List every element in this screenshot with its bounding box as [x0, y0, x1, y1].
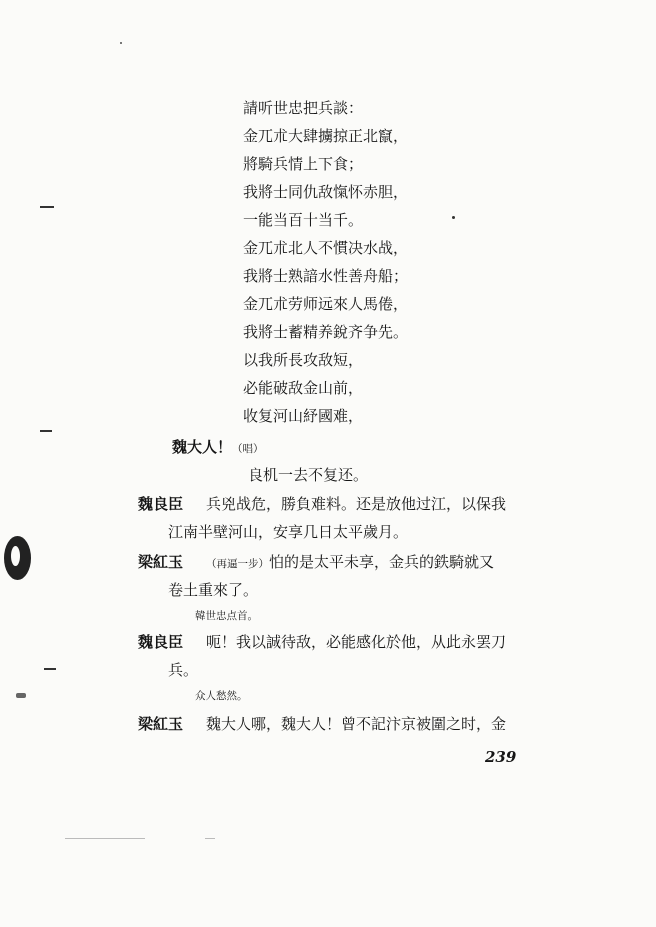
- verse-line: 將騎兵情上下食；: [243, 155, 364, 173]
- verse-line: 我將士同仇敌愾怀赤胆，: [243, 183, 409, 201]
- dialogue-line: 卷土重來了。: [168, 581, 259, 599]
- stage-note: （再逼一步）: [206, 558, 269, 570]
- scan-line: [205, 838, 215, 839]
- scan-mark: [40, 430, 52, 432]
- speaker-name: 魏良臣: [138, 633, 184, 651]
- verse-line: 一能当百十当千。: [243, 211, 364, 229]
- page-number: 239: [485, 748, 517, 766]
- scan-mark: [44, 668, 56, 670]
- scan-dot: [452, 216, 455, 219]
- verse-line: 我將士熟諳水性善舟船；: [243, 267, 409, 285]
- stage-direction: 众人愁然。: [195, 690, 248, 702]
- stage-direction: 韓世忠点首。: [195, 610, 258, 622]
- verse-line: 我將士蓄精养銳齐争先。: [243, 323, 409, 341]
- scan-mark: [16, 693, 26, 698]
- dialogue-line: 魏大人哪，魏大人！曾不記汴京被圍之时，金: [206, 715, 507, 733]
- verse-line: 金兀朮北人不慣决水战，: [243, 239, 409, 257]
- verse-line: 以我所長攻敌短，: [243, 351, 364, 369]
- dialogue-line: 兵。: [168, 661, 199, 679]
- dialogue-line: 兵兇战危，勝負难料。还是放他过江，以保我: [206, 495, 507, 513]
- speaker-name: 梁紅玉: [138, 553, 184, 571]
- verse-line: 金兀朮劳师远來人馬倦，: [243, 295, 409, 313]
- scan-mark: [40, 206, 54, 208]
- dialogue-line: （再逼一步）怕的是太平未享，金兵的鉄騎就又: [206, 553, 495, 571]
- dialogue-line: 江南半壁河山，安享几日太平歲月。: [168, 523, 409, 541]
- verse-line: 必能破敌金山前，: [243, 379, 364, 397]
- address-line: 魏大人！（唱）: [172, 438, 264, 456]
- speaker-name: 梁紅玉: [138, 715, 184, 733]
- verse-line: 請听世忠把兵談：: [243, 99, 364, 117]
- verse-line: 收复河山紓國难，: [243, 407, 364, 425]
- sung-line: 良机一去不复还。: [248, 466, 369, 484]
- speaker-name: 魏良臣: [138, 495, 184, 513]
- scan-line: [65, 838, 145, 839]
- scan-dot: [120, 42, 122, 44]
- stage-note: （唱）: [232, 443, 264, 455]
- dialogue-line: 呃！我以誠待敌，必能感化於他，从此永罢刀: [206, 633, 507, 651]
- binding-hole-highlight: [11, 546, 20, 566]
- verse-line: 金兀朮大肆擄掠正北竄，: [243, 127, 409, 145]
